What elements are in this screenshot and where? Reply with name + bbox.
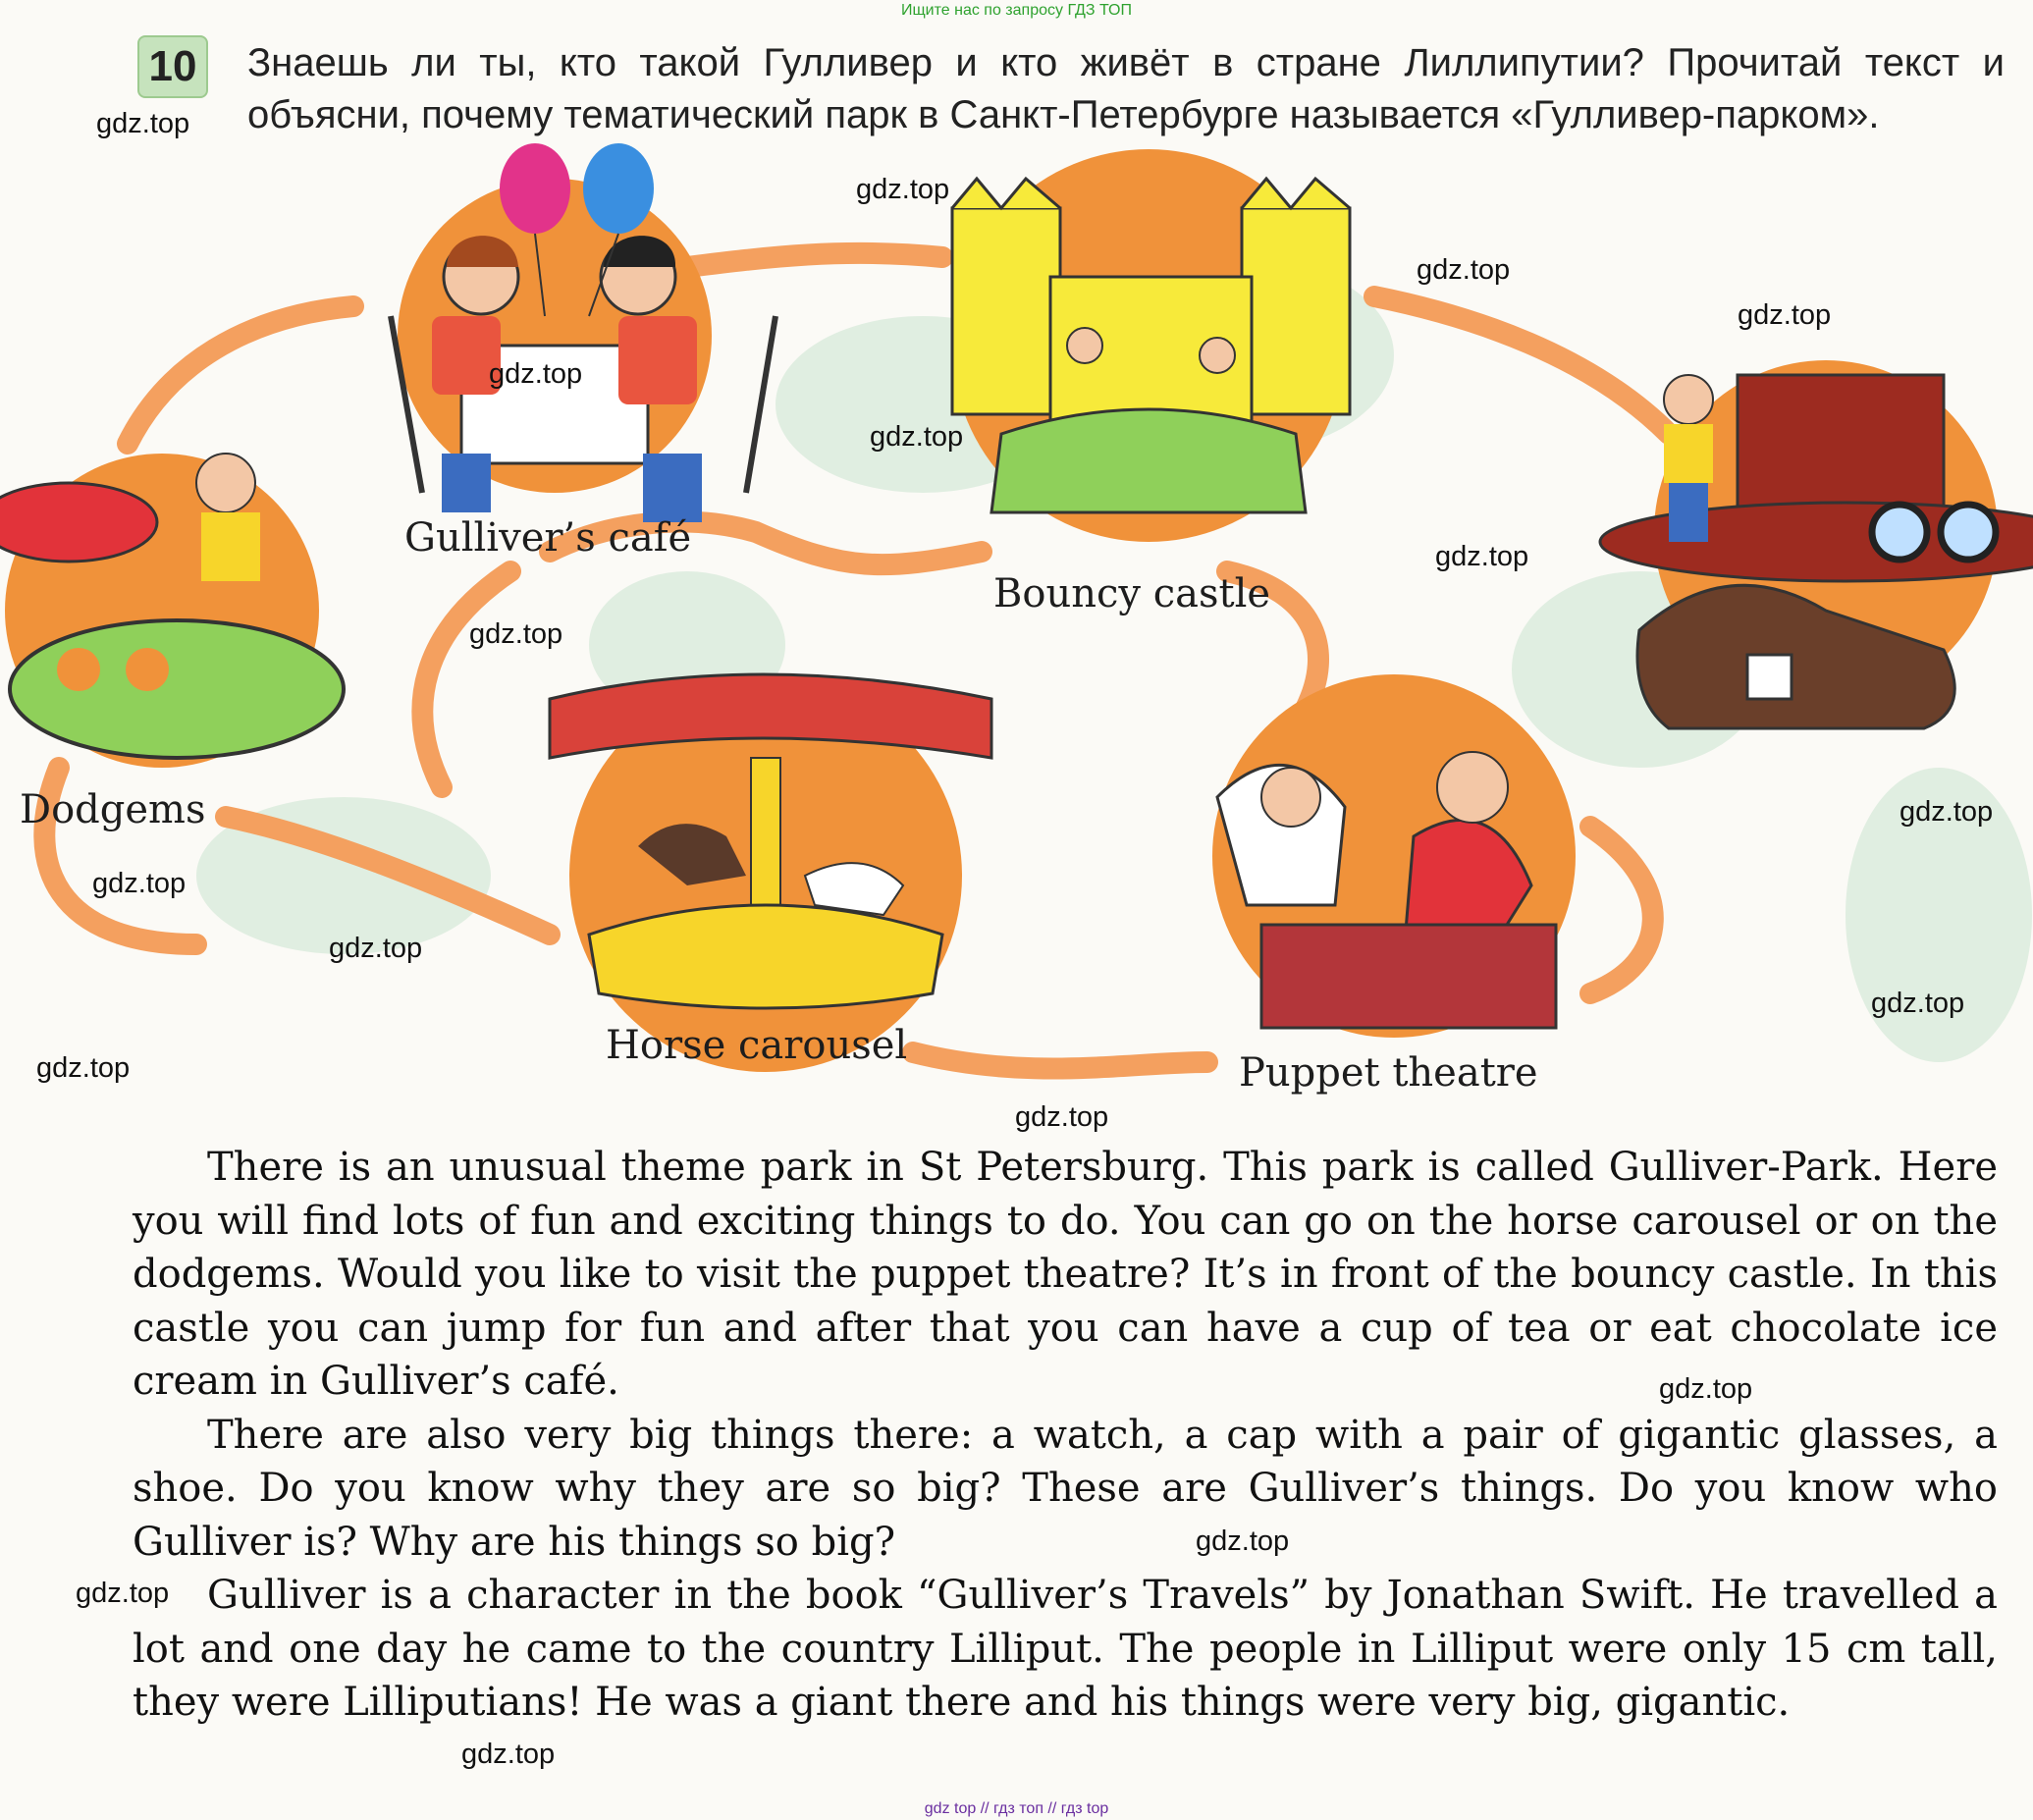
label-gullivers-cafe: Gulliver’s café (404, 515, 692, 561)
watermark: gdz.top (1659, 1373, 1753, 1405)
task-text: Знаешь ли ты, кто такой Гулливер и кто живёт в стране Лиллипутии? Прочитай текст и объясни, почему тематический парк в Санкт-Петербурге называется «Гулливер-парком». (247, 41, 2005, 136)
dodgems-picture (0, 454, 344, 768)
bouncy-castle-picture (952, 149, 1350, 542)
watermark: gdz.top (1899, 796, 1994, 828)
watermark: gdz.top (870, 421, 964, 453)
path-dodgems-carousel (226, 817, 550, 935)
castle-left-tower (952, 208, 1060, 414)
watermark: gdz.top (461, 1739, 556, 1770)
watermark: gdz.top (36, 1052, 131, 1084)
horse-carousel-picture (550, 674, 991, 1072)
watermark: gdz.top (92, 868, 187, 899)
watermark: gdz.top (76, 1578, 170, 1609)
path-cafe-castle (687, 253, 942, 267)
watermark: gdz.top (1196, 1526, 1290, 1557)
watermark: gdz.top (1435, 541, 1529, 572)
path-cafe-left (128, 306, 353, 444)
dodgem-car-green (10, 620, 344, 758)
path-puppet-right (1590, 827, 1653, 993)
paragraph-2: There are also very big things there: a watch, a cap with a pair of gigantic glasses, a shoe. Do you know why they are so big? These are Gulliver’s things. Do you know who Gulliver is? Why are his things so big? (133, 1412, 1998, 1565)
dodgem-car-red (0, 483, 157, 562)
paragraph-3: Gulliver is a character in the book “Gulliver’s Travels” by Jonathan Swift. He travelled a lot and one day he came to the country Lilliput. The people in Lilliput were only 15 cm tall, they were Lilliputians! He was a giant there and his things were very big, gigantic. (133, 1573, 1998, 1725)
balloon-blue-icon (583, 143, 654, 234)
watermark: gdz.top (469, 618, 563, 650)
castle-right-tower (1242, 208, 1350, 414)
path-cafe-down (422, 571, 510, 787)
textbook-page (0, 22, 2033, 1798)
watermark: gdz.top (1738, 299, 1832, 331)
watermark: gdz.top (96, 108, 190, 139)
label-horse-carousel: Horse carousel (606, 1023, 908, 1068)
path-carousel-puppet (913, 1052, 1207, 1069)
watermark: gdz.top (1871, 988, 1965, 1019)
bottom-banner: gdz top // гдз топ // гдз top (924, 1800, 1109, 1817)
label-puppet-theatre: Puppet theatre (1239, 1050, 1538, 1096)
carousel-base (589, 905, 942, 1008)
castle-inflatable-base (991, 409, 1306, 512)
watermark: gdz.top (856, 174, 950, 205)
path-castle-right (1374, 296, 1669, 434)
top-banner: Ищите нас по запросу ГДЗ ТОП (901, 2, 1132, 19)
balloon-pink-icon (500, 143, 570, 234)
watermark: gdz.top (329, 933, 423, 964)
paragraph-1: There is an unusual theme park in St Petersburg. This park is called Gulliver-Park. Here you will find lots of fun and exciting things to do. You can go on the horse carousel or on the dodgems. Would you like to visit the puppet theatre? It’s in front of the bouncy castle. In this castle you can jump for fun and after that you can have a cup of tea or eat chocolate ice cream in Gulliver’s café. (133, 1145, 1998, 1404)
label-dodgems: Dodgems (20, 787, 206, 832)
boy-body (618, 316, 697, 404)
puppet-theatre-picture (1212, 674, 1576, 1038)
puppet-stage (1261, 925, 1556, 1028)
watermark: gdz.top (489, 358, 583, 390)
watermark: gdz.top (1015, 1101, 1109, 1133)
label-bouncy-castle: Bouncy castle (993, 571, 1271, 616)
watermark: gdz.top (1417, 254, 1511, 286)
gullivers-cafe-picture (391, 143, 776, 522)
exercise-number: 10 (137, 35, 208, 98)
glasses-lens-icon (1872, 505, 1927, 560)
reading-text (133, 1141, 1998, 1730)
